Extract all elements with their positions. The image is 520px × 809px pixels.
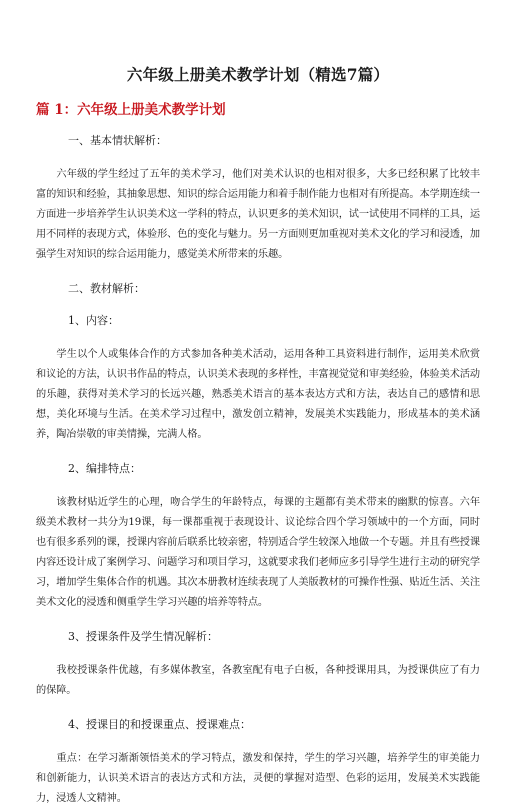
heading-layout-features: 2、编排特点： <box>68 462 141 475</box>
paragraph-layout-features: 该教材贴近学生的心理，吻合学生的年龄特点，每课的主题都有美术带来的幽默的惊喜。六年级美术教材一共分为19课，每一课都重视于表现设计、议论综合四个学习领域中的一个方面，同时也有很多系列的课，授课内容前后联系比较亲密，特别适合学生较深入地做一个专题。并且有些授课内容还设计成了案例学习、问题学习和项目学习，这就要求我们老师应多引导学生进行主动的研究学习，增加学生集体合作的机遇。其次本册教材连续表现了人美版教材的可操作性强、贴近生活、关注美术文化的浸透和侧重学生学习兴趣的培养等特点。 <box>36 497 480 608</box>
heading-basic-analysis: 一、基本情状解析： <box>68 134 167 147</box>
paragraph-content: 学生以个人或集体合作的方式参加各种美术活动，运用各种工具资料进行制作，运用美术欣赏和议论的方法，认识书作品的特点，认识美术表现的多样性，丰富视觉觉和审美经验，体验美术活动的乐趣，获得对美术学习的长远兴趣，熟悉美术语言的基本表达方式和方法，表达自己的感情和思想，美化环境与生活。在美术学习过程中，激发创立精神，发展美术实践能力，形成基本的美术涵养，陶冶崇敬的审美情操，完满人格。 <box>36 349 480 440</box>
heading-content: 1、内容： <box>68 314 119 327</box>
paragraph-teaching-conditions: 我校授课条件优越，有多媒体教室，各教室配有电子白板，各种授课用具，为授课供应了有力的保障。 <box>36 665 480 696</box>
document-title: 六年级上册美术教学计划（精选7篇） <box>126 65 390 84</box>
paragraph-basic-analysis: 六年级的学生经过了五年的美术学习，他们对美术认识的也相对很多，大多已经积累了比较丰富的知识和经验，其抽象思想、知识的综合运用能力和着手制作能力也相对有所提高。本学期连续一方面进一步培养学生认识美术这一学科的特点，认识更多的美术知识，试一试使用不同样的工具，运用不同样的表现方式，体验形、色的变化与魅力。另一方面则更加重视对美术文化的学习和浸透，加强学生对知识的综合运用能力，感觉美术所带来的乐趣。 <box>36 169 480 260</box>
section-title: 篇 1：六年级上册美术教学计划 <box>36 102 226 118</box>
heading-teaching-conditions: 3、授课条件及学生情况解析： <box>68 630 218 643</box>
heading-teaching-goals: 4、授课目的和授课重点、授课难点： <box>68 718 251 731</box>
heading-textbook-analysis: 二、教材解析： <box>68 282 145 295</box>
paragraph-teaching-goals: 重点：在学习渐渐领悟美术的学习特点，激发和保持，学生的学习兴趣，培养学生的审美能力和创新能力，认识美术语言的表达方式和方法，灵便的掌握对造型、色彩的运用，发展美术实践能力，浸透人文精神。 <box>36 753 480 804</box>
